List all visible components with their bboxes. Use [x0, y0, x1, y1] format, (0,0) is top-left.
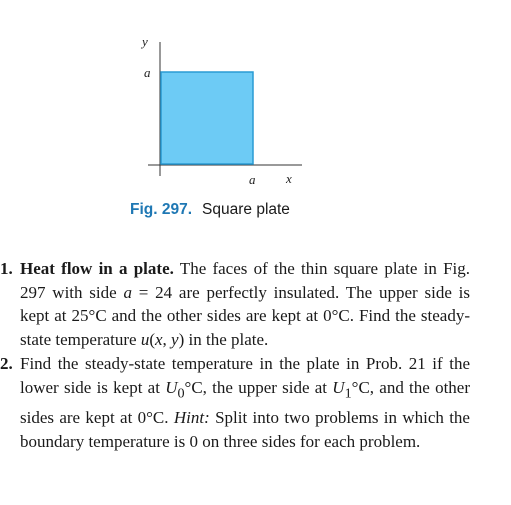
problem-text: ( — [149, 329, 155, 349]
problem-number: 2. — [0, 354, 13, 374]
x-axis-label: x — [286, 171, 292, 186]
math-var-U1: U — [332, 377, 345, 397]
problem-2 — [0, 352, 470, 453]
figure-title: Square plate — [202, 201, 290, 218]
side-length-label-bottom: a — [249, 172, 256, 187]
problem-number: 1. — [0, 259, 13, 278]
y-axis-label: y — [142, 34, 148, 49]
hint-label: Hint: — [173, 407, 210, 427]
math-var-x: x — [155, 329, 163, 349]
math-subscript-0: 0 — [177, 385, 185, 402]
side-length-label-left: a — [144, 65, 151, 80]
problem-text: °C, and the other sides are kept at 0°C. — [20, 377, 470, 427]
problem-list — [0, 257, 470, 453]
problem-text: °C, the upper side at — [184, 377, 333, 397]
square-plate — [161, 72, 253, 164]
figure-caption — [130, 201, 290, 219]
problem-text: = 24 are perfectly insulated. The upper side is kept at 25°C and the other sides are kept at 0°C. Find the steady-state temperature — [20, 282, 470, 349]
problem-text: , — [162, 329, 172, 349]
math-var-u: u — [140, 329, 150, 349]
problem-1 — [0, 257, 470, 351]
problem-text: The faces of the thin square plate in Fig. 297 with side — [20, 259, 471, 302]
math-subscript-1: 1 — [344, 385, 352, 402]
problem-title: Heat flow in a plate. — [20, 259, 174, 278]
problem-text: Split into two problems in which the boundary temperature is 0 on three sides for each problem. — [20, 407, 470, 451]
plate-diagram — [0, 0, 511, 200]
figure-square-plate — [0, 0, 511, 218]
problem-text: Find the steady-state temperature in the plate in Prob. 21 if the lower side is kept at — [20, 354, 470, 397]
problem-text: ) in the plate. — [178, 329, 269, 349]
math-var-a: a — [123, 282, 132, 302]
math-var-U0: U — [165, 377, 178, 397]
figure-number: Fig. 297. — [130, 201, 193, 218]
math-var-y: y — [171, 329, 179, 349]
